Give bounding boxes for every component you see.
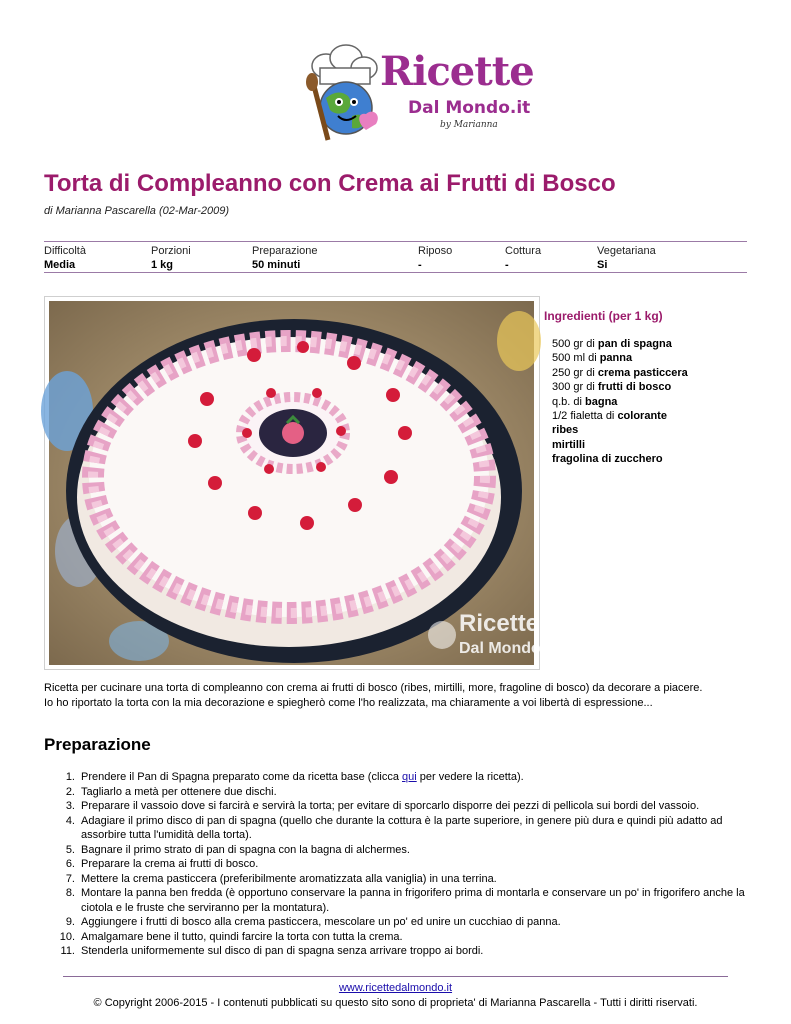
step-item: 10. Amalgamare bene il tutto, quindi farcire la torta con tutta la crema. [59,930,403,943]
info-header-difficulty: Difficoltà [44,245,86,257]
info-value-difficulty: Media [44,259,76,271]
logo-wordmark: Ricette [380,48,534,95]
info-value-vegetarian: Si [597,259,608,271]
preparation-steps [44,770,754,959]
preparation-title: Preparazione [44,735,151,754]
recipe-link[interactable]: qui [402,771,417,783]
ingredient-item: 300 gr di frutti di bosco [552,381,672,394]
info-header-rest: Riposo [418,245,453,257]
ingredient-item: 500 ml di panna [552,352,633,365]
recipe-intro [44,681,754,711]
ingredient-item: 500 gr di pan di spagna [552,338,672,350]
footer-rule [63,976,728,977]
ingredient-item: 250 gr di crema pasticcera [552,366,688,379]
step-item: 2. Tagliarlo a metà per ottenere due dischi. [65,785,277,798]
logo-subtitle: Dal Mondo.it [408,98,531,118]
ingredient-item: 1/2 fialetta di colorante [552,410,667,423]
site-logo[interactable] [296,42,534,152]
step-item: 4. Adagiare il primo disco di pan di spagna (quello che durante la cottura è la parte superiore, in genere più dura e quindi più adatto ad assorbire tutta l'umidità della torta). [65,814,723,841]
copyright-notice: © Copyright 2006-2015 - I contenuti pubblicati su questo sito sono di proprieta' di Marianna Pascarella - Tutti i diritti riservati. [93,997,698,1009]
info-header-cooking: Cottura [505,245,542,257]
info-header-vegetarian: Vegetariana [597,245,656,257]
site-link[interactable]: www.ricettedalmondo.it [338,982,453,994]
recipe-byline: di Marianna Pascarella (02-Mar-2009) [44,205,230,217]
step-item: 5. Bagnare il primo strato di pan di spagna con la bagna di alchermes. [65,843,410,856]
info-header-servings: Porzioni [151,245,191,257]
step-item: 7. Mettere la crema pasticcera (preferibilmente aromatizzata alla vaniglia) in una terrina. [65,872,497,885]
intro-line: Io ho riportato la torta con la mia decorazione e spiegherò come l'ho realizzata, ma chiaramente a voi libertà di espressione... [44,697,653,709]
logo-signature: by Marianna [440,120,498,130]
ingredient-item: fragolina di zucchero [552,453,663,466]
info-top-rule [44,241,747,242]
photo-watermark-line1: Ricette [459,610,540,637]
info-bottom-rule [44,272,747,273]
ingredient-item: ribes [552,424,579,437]
intro-line: Ricetta per cucinare una torta di compleanno con crema ai frutti di bosco (ribes, mirtilli, more, fragoline di bosco) da decorare a piacere. [44,682,703,694]
info-value-preparation: 50 minuti [252,259,301,271]
ingredient-item: mirtilli [552,438,586,451]
step-item: 1. Prendere il Pan di Spagna preparato come da ricetta base (clicca qui per vedere la ricetta). [65,771,524,783]
step-item: 9. Aggiungere i frutti di bosco alla crema pasticcera, mescolare un po' ed unire un cucchiao di panna. [65,916,561,928]
recipe-title: Torta di Compleanno con Crema ai Frutti di Bosco [44,170,616,197]
info-header-preparation: Preparazione [252,245,318,257]
recipe-photo-frame [44,296,555,670]
ingredient-item: q.b. di bagna [552,395,618,408]
info-value-servings: 1 kg [151,259,174,271]
step-item: 6. Preparare la crema ai frutti di bosco. [65,858,259,870]
step-item: 3. Preparare il vassoio dove si farcirà e servirà la torta; per evitare di sporcarlo disporre dei pezzi di pellicola sui bordi del vassoio. [65,800,700,812]
photo-watermark-line2: Dal Mondo.it [459,640,555,657]
cake-photo [49,301,555,665]
info-value-cooking: - [505,259,509,271]
info-value-rest: - [418,259,422,271]
ingredients-list [552,337,688,467]
ingredients-title: Ingredienti (per 1 kg) [544,309,663,323]
step-item: 11. Stenderla uniformemente sul disco di pan di spagna senza arrivare troppo ai bordi. [60,945,484,957]
footer-link-container [0,982,791,994]
step-item: 8. Montare la panna ben fredda (è opportuno conservare la panna in frigorifero prima di montarla e conservare un po' in frigorifero anche la ciotola e le fruste che serviranno per la montatura). [65,887,745,914]
